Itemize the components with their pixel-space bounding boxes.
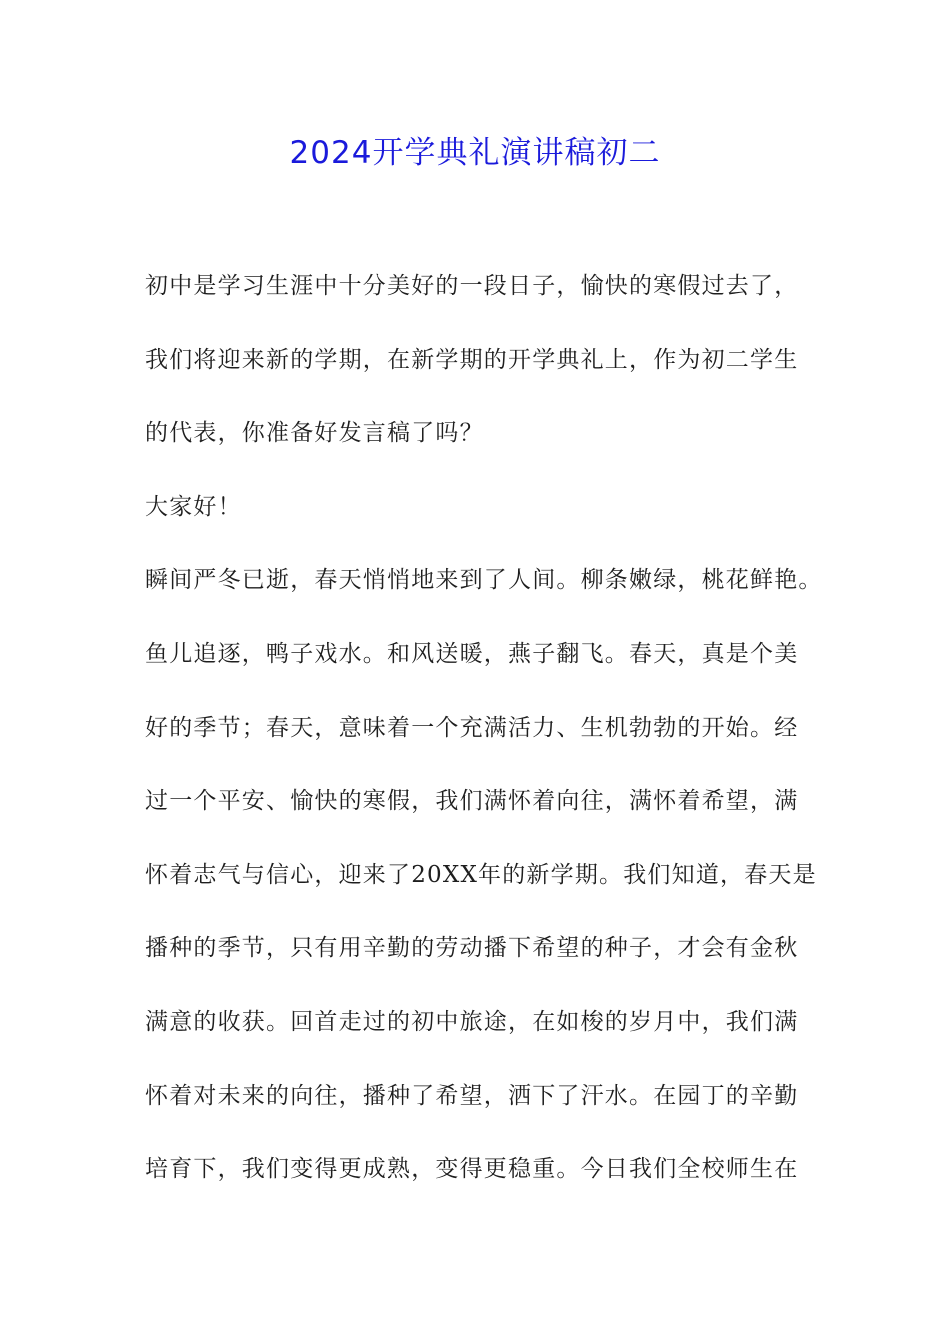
body-line: 的代表，你准备好发言稿了吗？ (145, 420, 484, 447)
body-line: 好的季节；春天，意味着一个充满活力、生机勃勃的开始。经 (145, 714, 799, 741)
body-line: 播种的季节，只有用辛勤的劳动播下希望的种子，才会有金秋 (145, 935, 799, 962)
document-body (145, 263, 825, 1220)
body-line: 过一个平安、愉快的寒假，我们满怀着向往，满怀着希望，满 (145, 788, 799, 815)
body-line: 怀着对未来的向往，播种了希望，洒下了汗水。在园丁的辛勤 (145, 1082, 799, 1109)
body-line: 满意的收获。回首走过的初中旅途，在如梭的岁月中，我们满 (145, 1008, 799, 1035)
body-line: 怀着志气与信心，迎来了20XX年的新学期。我们知道，春天是 (145, 861, 817, 888)
body-line: 鱼儿追逐，鸭子戏水。和风送暖，燕子翻飞。春天，真是个美 (145, 640, 799, 667)
greeting-line: 大家好！ (145, 493, 242, 520)
body-line: 瞬间严冬已逝，春天悄悄地来到了人间。柳条嫩绿，桃花鲜艳。 (145, 567, 823, 594)
body-line: 培育下，我们变得更成熟，变得更稳重。今日我们全校师生在 (145, 1156, 799, 1183)
body-line: 初中是学习生涯中十分美好的一段日子，愉快的寒假过去了， (145, 273, 799, 299)
body-line: 我们将迎来新的学期，在新学期的开学典礼上，作为初二学生 (145, 346, 799, 373)
document-title: 2024开学典礼演讲稿初二 (289, 135, 661, 171)
